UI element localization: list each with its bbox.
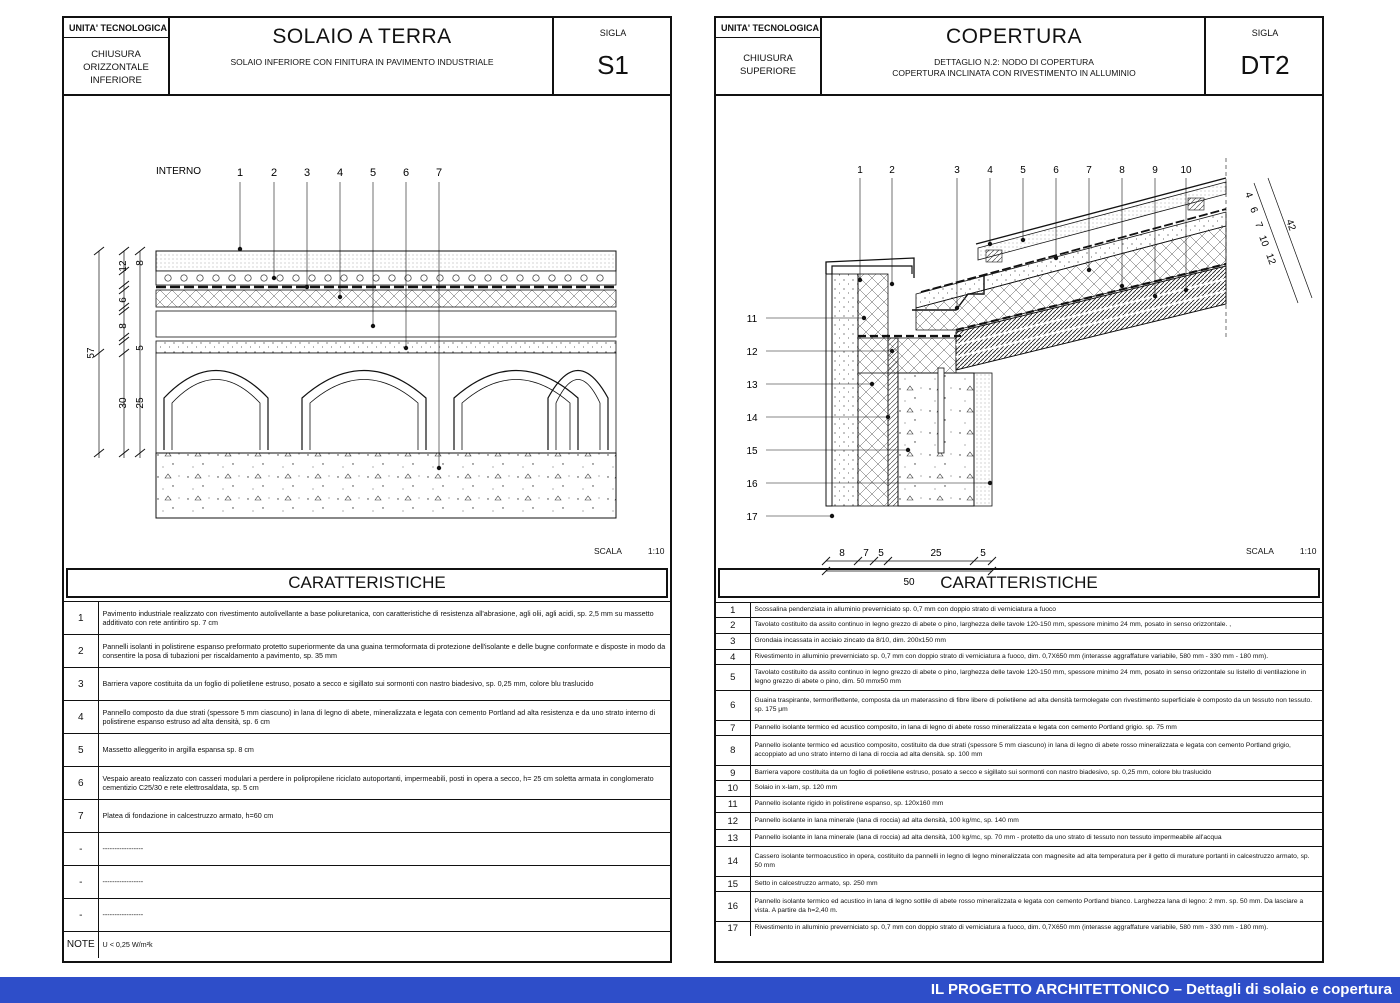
row-number: 12 xyxy=(716,813,750,830)
row-number: 4 xyxy=(716,650,750,665)
sheet-title: COPERTURA xyxy=(946,25,1082,48)
row-number: 5 xyxy=(716,665,750,691)
title-block xyxy=(824,18,1206,94)
row-description: Tavolato costituito da assito continuo in legno grezzo di abete o pino, larghezza delle tavole 120-150 mm, spessore minimo 24 mm, posato in senso orizzontale. , xyxy=(750,618,1322,634)
callout-dot xyxy=(404,346,408,350)
row-number: 7 xyxy=(716,721,750,736)
row-number: 7 xyxy=(64,800,98,833)
row-number: 6 xyxy=(64,767,98,800)
table-row xyxy=(716,665,1322,691)
callout-dot xyxy=(1021,238,1025,242)
row-description: Barriera vapore costituita da un foglio di polietilene estruso, posato a secco e sigillato sui sormonti con nastro biadesivo, sp. 0,25 mm, colore blu traslucido xyxy=(750,766,1322,781)
row-description: Tavolato costituito da assito continuo in legno grezzo di abete o pino, larghezza delle tavole 120-150 mm, spessore minimo 24 mm, posato in senso orizzontale su listello di ventilazione in legno grezzo di abete o pino, dim. 50 mmx50 mm xyxy=(750,665,1322,691)
table-row xyxy=(716,736,1322,766)
row-description: Pannello isolante termico ed acustico in lana di legno sottile di abete rosso mineralizzata e legata con cemento Portland bianco. Larghezza lana di legno: 2 mm. sp. 50 mm. Da lasciare a vista. A partire da h=2,40 m. xyxy=(750,892,1322,922)
callout-dot xyxy=(272,276,276,280)
row-description: ----------------- xyxy=(98,899,670,932)
dimension-label: 6 xyxy=(118,297,129,303)
dimension-label: 25 xyxy=(135,397,146,409)
characteristics-title: CARATTERISTICHE xyxy=(718,568,1320,598)
row-description: Platea di fondazione in calcestruzzo armato, h=60 cm xyxy=(98,800,670,833)
sheet-header xyxy=(64,18,670,96)
footer-text: IL PROGETTO ARCHITETTONICO – Dettagli di solaio e copertura xyxy=(930,981,1392,998)
row-description: U < 0,25 W/m²k xyxy=(98,932,670,958)
row-description: Cassero isolante termoacustico in opera, costituito da pannelli in legno di legno mineralizzata con magnesite ad alta temperatura per il getto di murature portanti in calcestruzzo armato, sp. 50 mm xyxy=(750,847,1322,877)
callout-2: 2 xyxy=(889,165,895,176)
callout-1: 1 xyxy=(857,165,863,176)
callout-dot xyxy=(1120,284,1124,288)
row-number: - xyxy=(64,833,98,866)
row-number: 4 xyxy=(64,701,98,734)
dimension-total: 50 xyxy=(903,577,915,588)
callout-3: 3 xyxy=(954,165,960,176)
row-description: Pannello isolante in lana minerale (lana di roccia) ad alta densità, 100 kg/mc, sp. 70 mm - protetto da uno strato di tessuto non tessuto impermeabile all'acqua xyxy=(750,830,1322,847)
table-row xyxy=(716,781,1322,797)
table-row xyxy=(64,734,670,767)
sigla-code: DT2 xyxy=(1240,50,1290,80)
characteristics-table xyxy=(64,601,670,958)
dimension-label: 8 xyxy=(118,323,129,329)
interior-label: INTERNO xyxy=(156,166,201,177)
table-row xyxy=(64,932,670,958)
dimension-label: 30 xyxy=(118,397,129,409)
table-row xyxy=(716,603,1322,618)
callout-dot xyxy=(1054,256,1058,260)
row-number: - xyxy=(64,899,98,932)
callout-4: 4 xyxy=(336,167,344,179)
row-number: 2 xyxy=(716,618,750,634)
callout-2: 2 xyxy=(270,167,278,179)
callout-dot xyxy=(437,466,441,470)
subtitle-line-2: COPERTURA INCLINATA CON RIVESTIMENTO IN ALLUMINIO xyxy=(892,68,1136,78)
callout-dot xyxy=(906,448,910,452)
unit-block xyxy=(716,18,822,94)
table-row xyxy=(716,618,1322,634)
floor-section-drawing xyxy=(64,98,670,568)
table-row xyxy=(64,602,670,635)
characteristics-table xyxy=(716,602,1322,936)
sheet-subtitle: SOLAIO INFERIORE CON FINITURA IN PAVIMENTO INDUSTRIALE xyxy=(230,57,494,67)
row-number: 1 xyxy=(64,602,98,635)
dimension-label: 8 xyxy=(135,260,146,266)
callout-dot xyxy=(988,242,992,246)
sigla-block xyxy=(1206,18,1324,94)
callout-14: 14 xyxy=(746,413,758,424)
sheet-copertura xyxy=(714,16,1324,963)
callout-dot xyxy=(1153,294,1157,298)
table-row xyxy=(64,899,670,932)
callout-12: 12 xyxy=(746,347,758,358)
callout-dot xyxy=(238,247,242,251)
callout-13: 13 xyxy=(746,380,758,391)
scale-note xyxy=(1246,546,1316,556)
callout-15: 15 xyxy=(746,446,758,457)
row-number: 17 xyxy=(716,922,750,936)
row-description: Pavimento industriale realizzato con rivestimento autolivellante a base poliuretanica, con caratteristiche di resistenza all'abrasione, agli olii, agli acidi, sp. 2,5 mm su massetto additivato con rete antiritiro sp. 7 cm xyxy=(98,602,670,635)
table-row xyxy=(64,767,670,800)
callout-dot xyxy=(338,295,342,299)
callout-7: 7 xyxy=(435,167,443,179)
dimension-label: 5 xyxy=(878,548,884,559)
row-number: 9 xyxy=(716,766,750,781)
scale-label: SCALA xyxy=(594,546,622,556)
callout-11: 11 xyxy=(746,314,758,325)
row-description: Pannello isolante rigido in polistirene espanso, sp. 120x160 mm xyxy=(750,797,1322,813)
row-number: 3 xyxy=(716,634,750,650)
sheet-subtitle xyxy=(824,57,1204,79)
callout-dot xyxy=(371,324,375,328)
unit-label: UNITA' TECNOLOGICA xyxy=(716,18,820,38)
table-row xyxy=(716,922,1322,936)
row-description: Scossalina pendenziata in alluminio preverniciato sp. 0,7 mm con doppio strato di verniciatura a fuoco xyxy=(750,603,1322,618)
sigla-block xyxy=(554,18,672,94)
row-description: Pannelli isolanti in polistirene espanso preformato protetto superiormente da una guaina termoformata di protezione dell'isolante e delle bugne conformate e disposte in modo da consentire la posa di tubazioni per riscaldamento a pavimento, sp. 35 mm xyxy=(98,635,670,668)
row-number: 6 xyxy=(716,691,750,721)
row-description: Setto in calcestruzzo armato, sp. 250 mm xyxy=(750,877,1322,892)
row-number: 5 xyxy=(64,734,98,767)
table-row xyxy=(716,892,1322,922)
row-number: 2 xyxy=(64,635,98,668)
table-row xyxy=(716,797,1322,813)
row-number: 11 xyxy=(716,797,750,813)
callout-16: 16 xyxy=(746,479,758,490)
callout-dot xyxy=(870,382,874,386)
callout-dot xyxy=(886,415,890,419)
sheet-header xyxy=(716,18,1322,96)
table-row xyxy=(716,691,1322,721)
dimension-label: 7 xyxy=(863,548,869,559)
dimension-total: 42 xyxy=(1283,218,1298,233)
callout-dot xyxy=(858,278,862,282)
callout-8: 8 xyxy=(1119,165,1125,176)
scale-value: 1:10 xyxy=(647,546,665,556)
dimension-label: 12 xyxy=(118,260,129,272)
row-description: ----------------- xyxy=(98,866,670,899)
table-row xyxy=(716,813,1322,830)
callout-dot xyxy=(890,349,894,353)
table-row xyxy=(64,668,670,701)
sheet-solaio-a-terra xyxy=(62,16,672,963)
row-number: - xyxy=(64,866,98,899)
roof-layers xyxy=(916,158,1226,370)
row-number: 3 xyxy=(64,668,98,701)
callout-17: 17 xyxy=(746,512,758,523)
dimension-labels xyxy=(86,260,146,409)
callout-dot xyxy=(1087,268,1091,272)
row-description: Pannello composto da due strati (spessore 5 mm ciascuno) in lana di legno di abete, mineralizzata e legata con cemento Portland ad alta resistenza e da uno strato interno di polistirene espanso estruso ad alta densità, sp. 6 cm xyxy=(98,701,670,734)
callout-6: 6 xyxy=(1053,165,1059,176)
row-number: 13 xyxy=(716,830,750,847)
sheet-title: SOLAIO A TERRA xyxy=(272,25,452,48)
table-row xyxy=(64,635,670,668)
callout-dot xyxy=(955,306,959,310)
dimension-label: 4 xyxy=(1242,190,1255,200)
callout-dot xyxy=(305,285,309,289)
row-description: Vespaio areato realizzato con casseri modulari a perdere in polipropilene riciclato autoportanti, impermeabili, posti in opera a secco, h= 25 cm soletta armata in conglomerato cementizio C25/30 e rete elettrosaldata, sp. 5 cm xyxy=(98,767,670,800)
row-description: Solaio in x-lam, sp. 120 mm xyxy=(750,781,1322,797)
table-row xyxy=(64,866,670,899)
sigla-code: S1 xyxy=(597,50,629,80)
callout-dot xyxy=(890,282,894,286)
scale-label: SCALA xyxy=(1246,546,1274,556)
row-description: Rivestimento in alluminio preverniciato sp. 0,7 mm con doppio strato di verniciatura a fuoco, dim. 0,7X650 mm (interasse aggraffature variabile, 580 mm - 330 mm - 180 mm). xyxy=(750,922,1322,936)
unit-name: CHIUSURA SUPERIORE xyxy=(740,53,796,77)
callout-dot xyxy=(862,316,866,320)
scale-note xyxy=(594,546,664,556)
dimension-label: 25 xyxy=(930,548,942,559)
dimension-lines xyxy=(94,247,145,458)
callout-dot xyxy=(830,514,834,518)
footer-bar xyxy=(0,977,1400,1003)
callout-dot xyxy=(1184,288,1188,292)
sigla-label: SIGLA xyxy=(599,28,627,38)
dimension-label: 5 xyxy=(135,345,146,351)
table-row xyxy=(716,847,1322,877)
row-description: Pannello isolante termico ed acustico composito, costituito da due strati (spessore 5 mm ciascuno) in lana di legno di abete rosso mineralizzata e legata con cemento Portland grigio, accoppiato ad uno strato interno di lana di roccia ad alta densità. sp. 100 mm xyxy=(750,736,1322,766)
dimension-label: 7 xyxy=(1252,220,1265,230)
sigla-label: SIGLA xyxy=(1251,28,1279,38)
callout-5: 5 xyxy=(1020,165,1026,176)
unit-label: UNITA' TECNOLOGICA xyxy=(64,18,168,38)
row-description: Barriera vapore costituita da un foglio di polietilene estruso, posato a secco e sigillato sui sormonti con nastro biadesivo, sp. 0,25 mm, colore blu traslucido xyxy=(98,668,670,701)
dimension-label: 6 xyxy=(1247,205,1260,215)
table-row xyxy=(716,634,1322,650)
floor-layers xyxy=(156,251,616,518)
title-block xyxy=(172,18,554,94)
row-number: 14 xyxy=(716,847,750,877)
table-row xyxy=(716,721,1322,736)
dimension-label: 10 xyxy=(1256,234,1271,249)
callout-7: 7 xyxy=(1086,165,1092,176)
dimension-total: 57 xyxy=(86,347,97,359)
row-number: NOTE xyxy=(64,932,98,958)
table-row xyxy=(64,701,670,734)
row-number: 16 xyxy=(716,892,750,922)
callout-9: 9 xyxy=(1152,165,1158,176)
row-number: 10 xyxy=(716,781,750,797)
table-row xyxy=(716,650,1322,665)
dimension-label: 12 xyxy=(1263,252,1278,267)
table-row xyxy=(64,800,670,833)
row-description: Pannello isolante in lana minerale (lana di roccia) ad alta densità, 100 kg/mc, sp. 140 mm xyxy=(750,813,1322,830)
dimension-label: 5 xyxy=(980,548,986,559)
row-description: Massetto alleggerito in argilla espansa sp. 8 cm xyxy=(98,734,670,767)
callout-5: 5 xyxy=(369,167,377,179)
row-description: Grondaia incassata in acciaio zincato da 8/10, dim. 200x150 mm xyxy=(750,634,1322,650)
characteristics-title: CARATTERISTICHE xyxy=(66,568,668,598)
table-row xyxy=(716,830,1322,847)
callout-4: 4 xyxy=(987,165,993,176)
callout-10: 10 xyxy=(1180,165,1192,176)
scale-value: 1:10 xyxy=(1299,546,1317,556)
row-number: 1 xyxy=(716,603,750,618)
callout-1: 1 xyxy=(236,167,244,179)
row-description: Rivestimento in alluminio preverniciato sp. 0,7 mm con doppio strato di verniciatura a fuoco, dim. 0,7X650 mm (interasse aggraffature variabile, 580 mm - 330 mm - 180 mm). xyxy=(750,650,1322,665)
table-row xyxy=(716,766,1322,781)
dimension-label: 8 xyxy=(839,548,845,559)
unit-block xyxy=(64,18,170,94)
row-description: Pannello isolante termico ed acustico composito, in lana di legno di abete rosso mineralizzata e legata con cemento Portland grigio. sp. 75 mm xyxy=(750,721,1322,736)
callout-dot xyxy=(988,481,992,485)
callout-3: 3 xyxy=(303,167,311,179)
unit-name: CHIUSURA ORIZZONTALE INFERIORE xyxy=(83,48,149,86)
row-number: 15 xyxy=(716,877,750,892)
row-description: ----------------- xyxy=(98,833,670,866)
table-row xyxy=(716,877,1322,892)
row-number: 8 xyxy=(716,736,750,766)
row-description: Guaina traspirante, termoriflettente, composta da un materassino di fibre libere di polietilene ad alta densità termolegate con rivestimento superficiale è composto da un tessuto non tessuto. sp. 175 μm xyxy=(750,691,1322,721)
roof-dimension-labels xyxy=(1242,191,1297,267)
table-row xyxy=(64,833,670,866)
callout-6: 6 xyxy=(402,167,410,179)
subtitle-line-1: DETTAGLIO N.2: NODO DI COPERTURA xyxy=(934,57,1094,67)
